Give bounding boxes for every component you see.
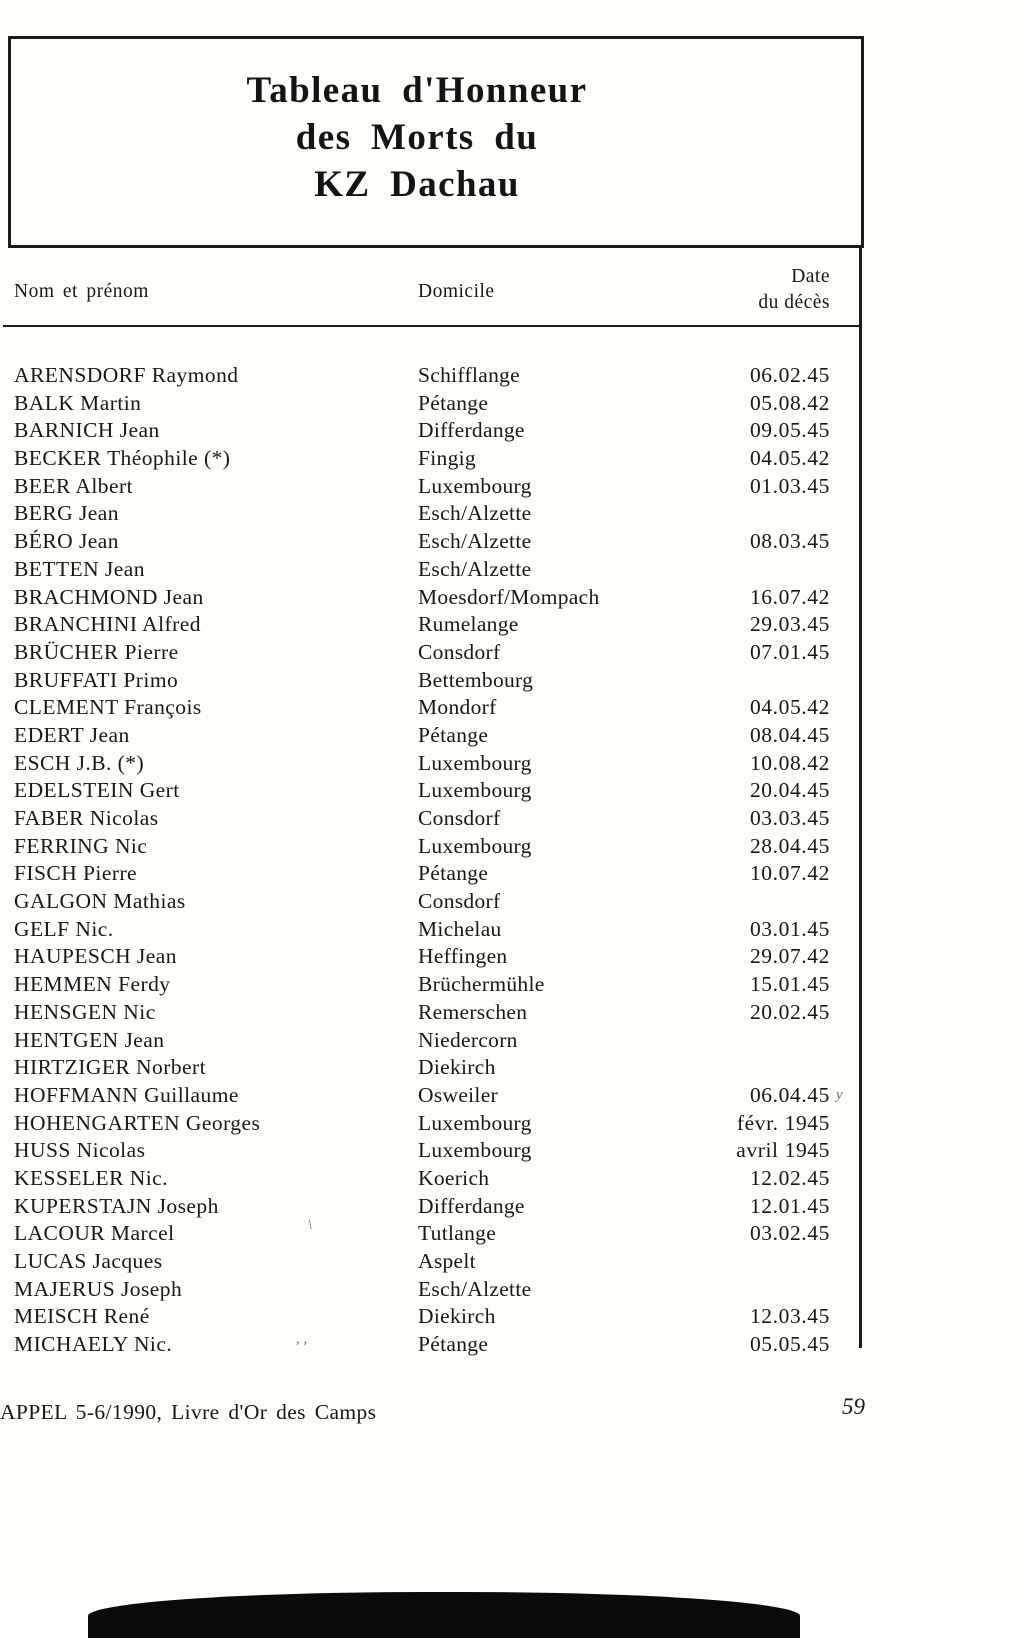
table-row [0, 860, 1024, 888]
name-cell: BALK Martin [14, 390, 142, 415]
table-row [0, 1331, 1024, 1359]
date-cell: févr. 1945 [736, 1110, 830, 1135]
domicile-cell: Mondorf [418, 695, 497, 720]
name-cell: HAUPESCH Jean [14, 944, 177, 969]
domicile-cell: Esch/Alzette [418, 556, 532, 581]
table-row [0, 667, 1024, 695]
name-cell: HENTGEN Jean [14, 1027, 165, 1052]
table-row [0, 556, 1024, 584]
domicile-cell: Niedercorn [418, 1027, 518, 1052]
domicile-cell: Bettembourg [418, 667, 534, 692]
date-cell: 08.03.45 [749, 529, 830, 554]
date-cell: 16.07.42 [749, 584, 830, 609]
name-cell: BRÜCHER Pierre [14, 639, 179, 664]
table-row [0, 390, 1024, 418]
name-cell: FERRING Nic [14, 833, 148, 858]
domicile-cell: Consdorf [418, 806, 501, 830]
date-cell: 03.03.45 [749, 806, 830, 830]
date-cell: 10.08.42 [749, 750, 830, 775]
column-header-domicile: Domicile [418, 281, 495, 302]
name-cell: BEER Albert [14, 473, 134, 498]
table-row [0, 1137, 1024, 1165]
date-cell: 12.03.45 [749, 1304, 830, 1329]
domicile-cell: Rumelange [418, 612, 519, 637]
domicile-cell: Tutlange [418, 1221, 497, 1246]
name-cell: GALGON Mathias [14, 889, 186, 914]
table-row [0, 611, 1024, 639]
name-cell: KESSELER Nic. [14, 1165, 168, 1190]
table-row [0, 1217, 1024, 1248]
name-cell: LACOUR Marcel [14, 1221, 175, 1246]
name-cell: KUPERSTAJN Joseph [14, 1193, 219, 1218]
domicile-cell: Luxembourg [418, 1110, 532, 1135]
table-row [0, 999, 1024, 1027]
name-cell: LUCAS Jacques [14, 1249, 163, 1273]
table-row [0, 1193, 1024, 1221]
table-row [0, 1165, 1024, 1193]
domicile-cell: Michelau [418, 916, 502, 941]
date-cell: 20.02.45 [749, 999, 830, 1024]
name-cell: EDELSTEIN Gert [14, 778, 180, 803]
domicile-cell: Esch/Alzette [418, 1276, 532, 1301]
page-title [11, 67, 861, 208]
table-row [0, 694, 1024, 722]
domicile-cell: Brüchermühle [418, 972, 545, 997]
table-row [0, 1027, 1024, 1055]
date-cell: 28.04.45 [749, 833, 830, 858]
domicile-cell: Heffingen [418, 944, 508, 969]
table-row [0, 473, 1024, 501]
date-cell: 09.05.45 [749, 418, 830, 443]
date-cell: 03.01.45 [749, 916, 830, 941]
domicile-cell: Osweiler [418, 1082, 499, 1107]
domicile-cell: Differdange [418, 1193, 525, 1218]
name-cell: HEMMEN Ferdy [14, 972, 171, 997]
name-cell: HOFFMANN Guillaume [14, 1082, 239, 1107]
table-row [0, 943, 1024, 971]
domicile-cell: Koerich [418, 1165, 490, 1190]
domicile-cell: Diekirch [418, 1055, 496, 1080]
table-row [0, 777, 1024, 805]
date-cell: 12.02.45 [749, 1165, 830, 1190]
date-cell: 03.02.45 [749, 1221, 830, 1246]
table-row [0, 1110, 1024, 1138]
domicile-cell: Aspelt [418, 1249, 476, 1273]
header-divider-rule [3, 325, 862, 327]
domicile-cell: Differdange [418, 418, 525, 443]
column-header-name: Nom et prénom [14, 281, 149, 302]
name-cell: CLEMENT François [14, 695, 202, 720]
domicile-cell: Schifflange [418, 363, 521, 387]
name-cell: HENSGEN Nic [14, 999, 156, 1024]
table-row [0, 500, 1024, 528]
name-cell: MAJERUS Joseph [14, 1276, 183, 1301]
table-row [0, 417, 1024, 445]
name-cell: HIRTZIGER Norbert [14, 1055, 207, 1080]
table-row [0, 445, 1024, 473]
name-cell: HOHENGARTEN Georges [14, 1110, 261, 1135]
table-row [0, 1248, 1024, 1276]
date-cell: 29.03.45 [749, 612, 830, 637]
column-header-date-line-2: du décès [758, 292, 830, 313]
table-row [0, 888, 1024, 916]
scan-mark-artifact: y [836, 1087, 843, 1103]
name-cell: MICHAELY Nic. [14, 1332, 173, 1357]
page-title-line-3: KZ Dachau [314, 164, 520, 205]
date-cell: 08.04.45 [749, 722, 830, 747]
date-cell: 15.01.45 [749, 972, 830, 997]
table-row [0, 722, 1024, 750]
table-row [0, 528, 1024, 556]
domicile-cell: Pétange [418, 722, 489, 747]
domicile-cell: Esch/Alzette [418, 501, 532, 526]
domicile-cell: Pétange [418, 1332, 489, 1357]
domicile-cell: Pétange [418, 861, 489, 886]
table-row [0, 1082, 1024, 1110]
date-cell: 05.08.42 [749, 390, 830, 415]
name-cell: BECKER Théophile (*) [14, 446, 231, 471]
table-row [0, 1303, 1024, 1331]
domicile-cell: Remerschen [418, 999, 528, 1024]
name-cell: MEISCH René [14, 1304, 150, 1329]
table-row [0, 639, 1024, 667]
date-cell: 29.07.42 [749, 944, 830, 969]
page-title-line-2: des Morts du [295, 117, 539, 158]
table-row [0, 1276, 1024, 1304]
date-cell: 10.07.42 [749, 861, 830, 886]
scan-mark-artifact: , , [296, 1331, 308, 1347]
name-cell: HUSS Nicolas [14, 1138, 146, 1163]
domicile-cell: Diekirch [418, 1304, 496, 1329]
domicile-cell: Luxembourg [418, 833, 532, 858]
domicile-cell: Moesdorf/Mompach [418, 584, 600, 609]
date-cell: 12.01.45 [749, 1193, 830, 1218]
date-cell: 07.01.45 [749, 639, 830, 664]
name-cell: BRUFFATI Primo [14, 667, 179, 692]
name-cell: BÉRO Jean [14, 529, 119, 554]
domicile-cell: Luxembourg [418, 473, 532, 498]
column-header-date-line-1: Date [791, 266, 830, 287]
domicile-cell: Consdorf [418, 639, 501, 664]
table-row [0, 750, 1024, 778]
domicile-cell: Consdorf [418, 889, 501, 914]
date-cell: 20.04.45 [749, 778, 830, 803]
footer-source: APPEL 5-6/1990, Livre d'Or des Camps [0, 1400, 377, 1424]
date-cell: 04.05.42 [749, 695, 830, 720]
date-cell: 05.05.45 [749, 1332, 830, 1357]
date-cell: avril 1945 [736, 1138, 830, 1163]
date-cell: 01.03.45 [749, 473, 830, 498]
page-title-line-1: Tableau d'Honneur [246, 70, 588, 111]
footer-page-number: 59 [842, 1394, 865, 1419]
name-cell: BERG Jean [14, 501, 119, 526]
table-row [0, 833, 1024, 861]
table-row [0, 971, 1024, 999]
date-cell: 06.04.45 [749, 1082, 830, 1107]
table-row [0, 362, 1024, 390]
domicile-cell: Fingig [418, 446, 476, 471]
name-cell: GELF Nic. [14, 916, 114, 941]
scan-mark-artifact: \ [308, 1217, 313, 1233]
column-header-date [690, 264, 830, 316]
name-cell: FABER Nicolas [14, 806, 159, 830]
table-row [0, 1054, 1024, 1082]
table-row [0, 805, 1024, 833]
date-cell: 04.05.42 [749, 446, 830, 471]
domicile-cell: Luxembourg [418, 750, 532, 775]
name-cell: BRANCHINI Alfred [14, 612, 201, 637]
name-cell: BETTEN Jean [14, 556, 145, 581]
table-row [0, 916, 1024, 944]
title-box [8, 36, 864, 248]
name-cell: EDERT Jean [14, 722, 130, 747]
name-cell: ESCH J.B. (*) [14, 750, 145, 775]
name-cell: BRACHMOND Jean [14, 584, 204, 609]
domicile-cell: Luxembourg [418, 1138, 532, 1163]
date-cell: 06.02.45 [749, 363, 830, 387]
domicile-cell: Esch/Alzette [418, 529, 532, 554]
table-body [0, 362, 1024, 1359]
name-cell: BARNICH Jean [14, 418, 160, 443]
name-cell: ARENSDORF Raymond [14, 363, 239, 387]
name-cell: FISCH Pierre [14, 861, 138, 886]
table-row [0, 584, 1024, 612]
domicile-cell: Pétange [418, 390, 489, 415]
scan-edge-artifact [88, 1592, 800, 1638]
domicile-cell: Luxembourg [418, 778, 532, 803]
